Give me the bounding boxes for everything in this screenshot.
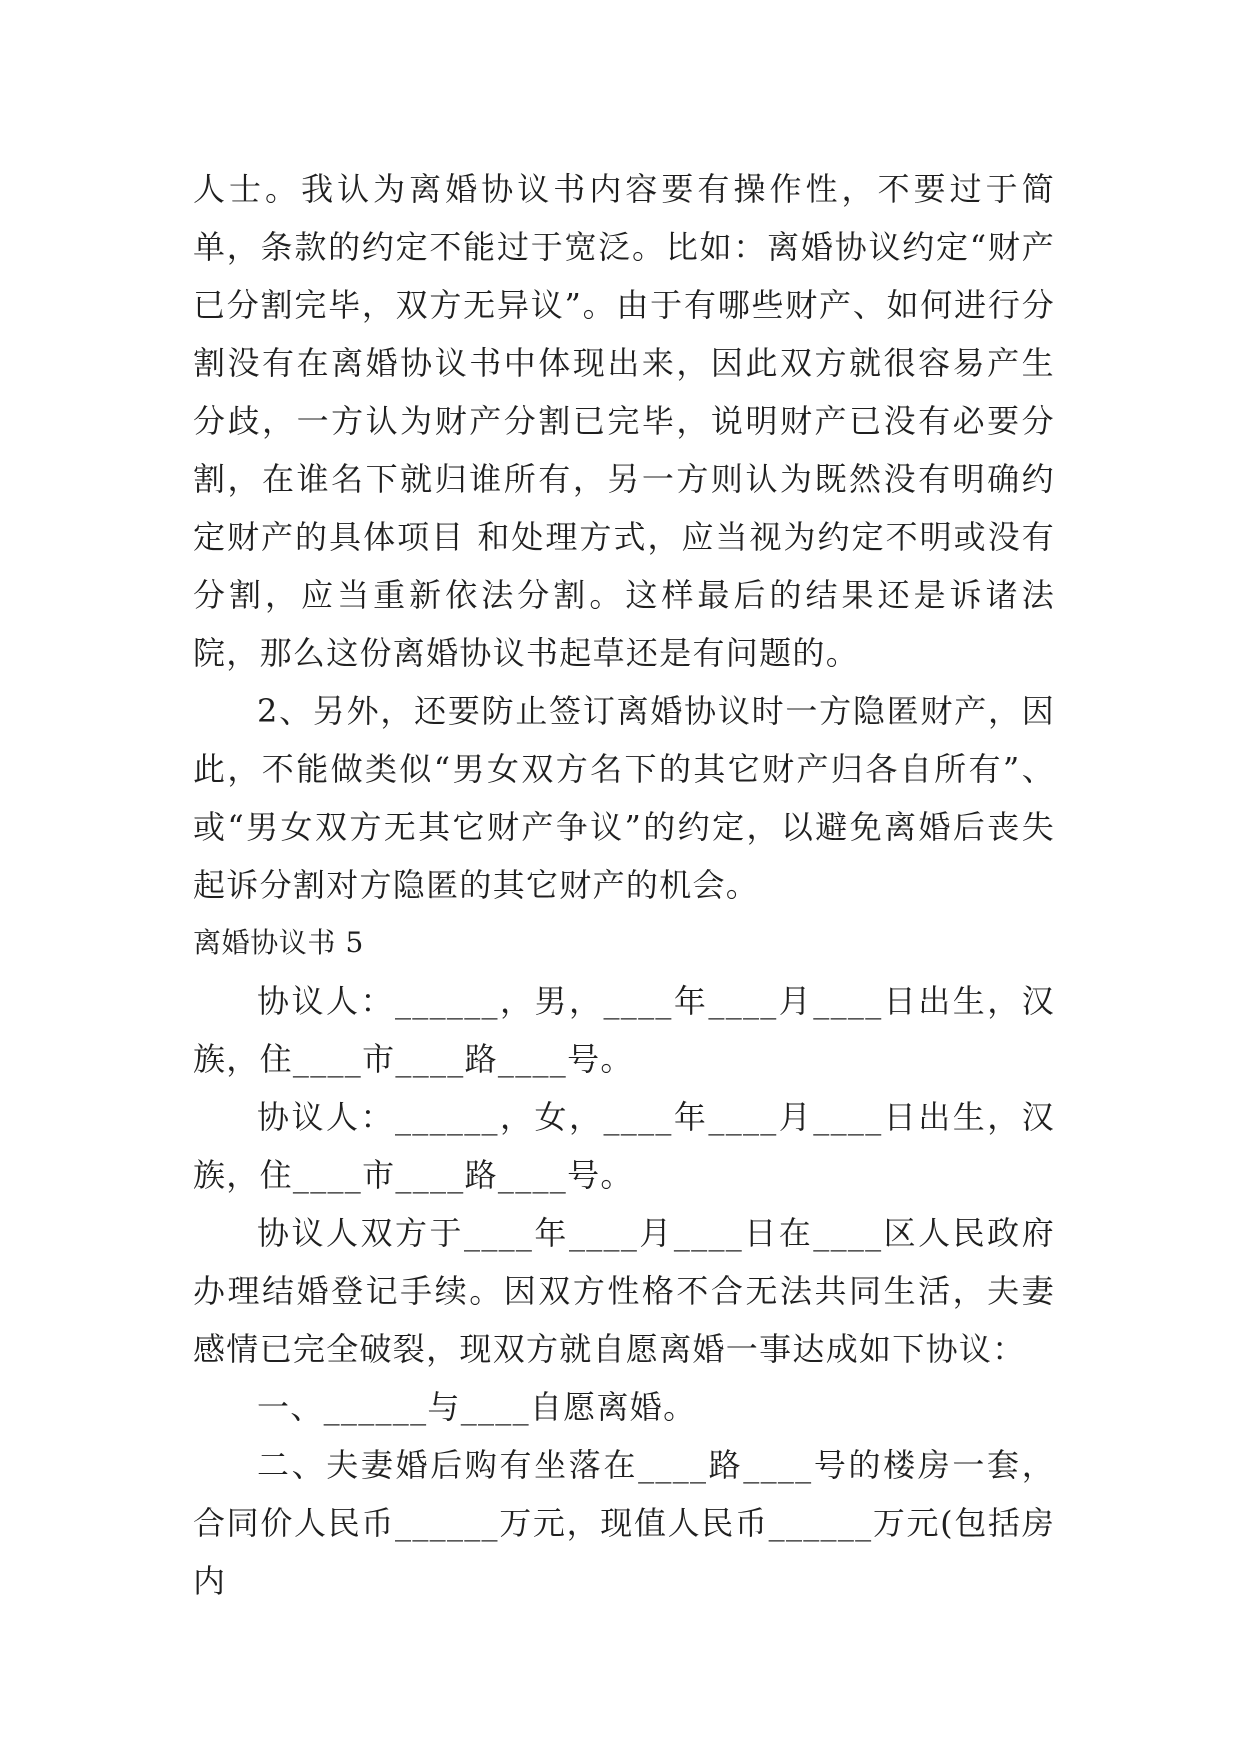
clause-property-house: 二、夫妻婚后购有坐落在____路____号的楼房一套，合同价人民币______万元，现值人民币______万元(包括房内 xyxy=(193,1446,1055,1600)
paragraph-operability-advice: 人士。我认为离婚协议书内容要有操作性，不要过于简单，条款的约定不能过于宽泛。比如：离婚协议约定“财产已分割完毕，双方无异议”。由于有哪些财产、如何进行分割没有在离婚协议书中体现出来，因此双方就很容易产生分歧，一方认为财产分割已完毕，说明财产已没有必要分割，在谁名下就归谁所有，另一方则认为既然没有明确约定财产的具体项目 和处理方式，应当视为约定不明或没有分割，应当重新依法分割。这样最后的结果还是诉诸法院，那么这份离婚协议书起草还是有问题的。 xyxy=(193,170,1055,672)
paragraph-hidden-assets-advice: 2、另外，还要防止签订离婚协议时一方隐匿财产，因此，不能做类似“男女双方名下的其它财产归各自所有”、或“男女双方无其它财产争议”的约定，以避免离婚后丧失起诉分割对方隐匿的其它财产的机会。 xyxy=(193,692,1055,904)
clause-voluntary-divorce: 一、______与____自愿离婚。 xyxy=(257,1388,697,1426)
document-body xyxy=(193,160,1055,1610)
party-male: 协议人：______，男，____年____月____日出生，汉族，住____市____路____号。 xyxy=(193,982,1055,1078)
marriage-registration-clause: 协议人双方于____年____月____日在____区人民政府办理结婚登记手续。因双方性格不合无法共同生活，夫妻感情已完全破裂，现双方就自愿离婚一事达成如下协议： xyxy=(193,1214,1055,1368)
section-title: 离婚协议书 5 xyxy=(193,926,364,959)
party-female: 协议人：______，女，____年____月____日出生，汉族，住____市____路____号。 xyxy=(193,1098,1055,1194)
